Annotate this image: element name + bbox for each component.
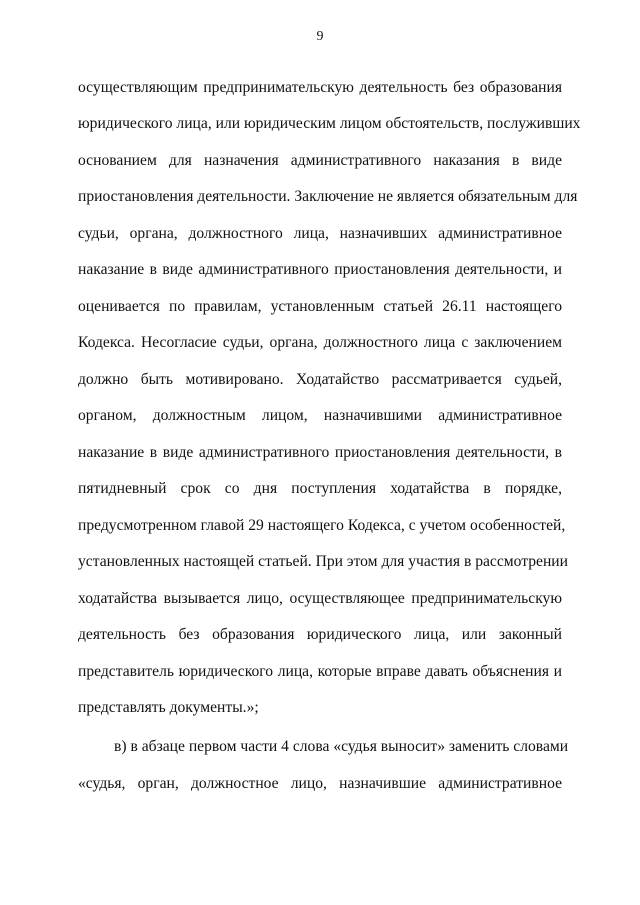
text-line: судьи, органа, должностного лица, назначивших административное: [78, 225, 562, 242]
text-line: оценивается по правилам, установленным статьей 26.11 настоящего: [78, 298, 562, 315]
text-line: должно быть мотивировано. Ходатайство рассматривается судьей,: [78, 371, 562, 388]
page-number: 9: [316, 29, 324, 44]
text-line: представлять документы.»;: [78, 699, 259, 716]
text-line: Кодекса. Несогласие судьи, органа, должностного лица с заключением: [78, 334, 562, 351]
text-line: «судья, орган, должностное лицо, назначившие административное: [78, 775, 562, 792]
text-line: основанием для назначения административного наказания в виде: [78, 152, 562, 169]
text-line: юридического лица, или юридическим лицом обстоятельств, послуживших: [78, 115, 581, 132]
text-line: установленных настоящей статьей. При этом для участия в рассмотрении: [78, 553, 568, 570]
text-line: ходатайства вызывается лицо, осуществляющее предпринимательскую: [78, 590, 562, 607]
text-line: приостановления деятельности. Заключение не является обязательным для: [78, 188, 578, 205]
text-line: пятидневный срок со дня поступления ходатайства в порядке,: [78, 480, 562, 497]
text-line: деятельность без образования юридического лица, или законный: [78, 626, 562, 643]
text-line: осуществляющим предпринимательскую деятельность без образования: [78, 79, 562, 96]
text-line: наказание в виде административного приостановления деятельности, в: [78, 444, 562, 461]
text-line: представитель юридического лица, которые вправе давать объяснения и: [78, 663, 562, 680]
text-line: органом, должностным лицом, назначившими административное: [78, 407, 562, 424]
text-line: в) в абзаце первом части 4 слова «судья выносит» заменить словами: [114, 738, 569, 755]
text-line: наказание в виде административного приостановления деятельности, и: [78, 261, 562, 278]
text-line: предусмотренном главой 29 настоящего Кодекса, с учетом особенностей,: [78, 517, 566, 534]
